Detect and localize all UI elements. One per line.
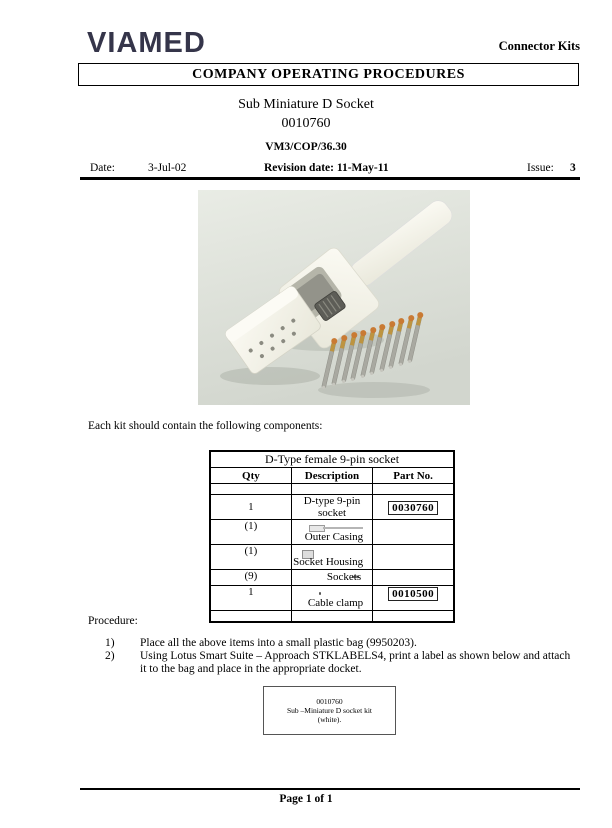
date-label: Date: [90,162,115,174]
step-text: Place all the above items into a small plastic bag (9950203). [140,637,417,649]
procedure-heading: Procedure: [88,615,138,627]
description-cell: D-type 9-pin socket [291,495,372,520]
table-row [210,586,454,611]
intro-text: Each kit should contain the following components: [88,420,323,432]
footer-rule [80,788,580,790]
part-no-value: 0010500 [388,587,438,601]
category-label: Connector Kits [498,39,580,53]
procedure-step [105,650,575,676]
procedure-step [105,637,575,650]
doc-title: Sub Miniature D Socket [238,97,374,112]
doc-number: 0010760 [281,116,331,131]
table-row [210,495,454,520]
part-no-value: 0030760 [388,501,438,515]
table-row [210,520,454,545]
banner-title: COMPANY OPERATING PROCEDURES [192,66,465,82]
description-cell [291,586,372,611]
part-no-cell [373,586,454,611]
issue-value: 3 [570,162,576,174]
page-number: Page 1 of 1 [279,793,333,805]
label-colour: (white). [317,715,342,724]
description-text: Socket Housing [293,556,364,568]
description-text: Outer Casing [304,531,364,543]
printed-label-box [263,686,396,735]
table-row [210,545,454,570]
revision-date: Revision date: 11-May-11 [264,162,389,174]
table-row [210,611,454,623]
description-text: Cable clamp [307,597,364,609]
issue-label: Issue: [527,162,554,174]
banner-box [78,63,579,86]
description-cell [291,520,372,545]
step-number: 2) [105,650,115,662]
kit-photo [198,190,470,405]
cable-clamp-thumbnail [319,592,322,595]
table-row [210,570,454,586]
part-no-cell [373,495,454,520]
doc-reference: VM3/COP/36.30 [265,141,347,153]
table-title-row [210,451,454,468]
kit-photo-graphic [198,190,470,405]
viamed-logo: VIAMED [87,27,206,59]
qty-cell: 1 [210,495,291,520]
col-header-qty: Qty [210,468,291,484]
table-header-row [210,468,454,484]
col-header-description: Description [291,468,372,484]
label-description: Sub –Miniature D socket kit [287,706,372,715]
description-cell [291,570,372,586]
date-value: 3-Jul-02 [148,162,187,174]
qty-cell: 1 [210,586,291,611]
description-text: Sockets [326,571,362,583]
step-number: 1) [105,637,115,649]
col-header-part-no: Part No. [373,468,454,484]
table-title: D-Type female 9-pin socket [210,451,454,468]
outer-casing-thumbnail-line [323,527,363,529]
components-table [209,450,455,623]
meta-row [0,162,612,176]
qty-cell: (9) [210,570,291,586]
qty-cell: (1) [210,545,291,570]
housing-shadow [220,367,320,385]
table-row [210,484,454,495]
step-text: Using Lotus Smart Suite – Approach STKLABELS4, print a label as shown below and attach it to the bag and place in the appropriate docket. [140,650,571,675]
header-rule [80,177,580,180]
qty-cell: (1) [210,520,291,545]
label-part-number: 0010760 [316,697,343,706]
description-cell [291,545,372,570]
